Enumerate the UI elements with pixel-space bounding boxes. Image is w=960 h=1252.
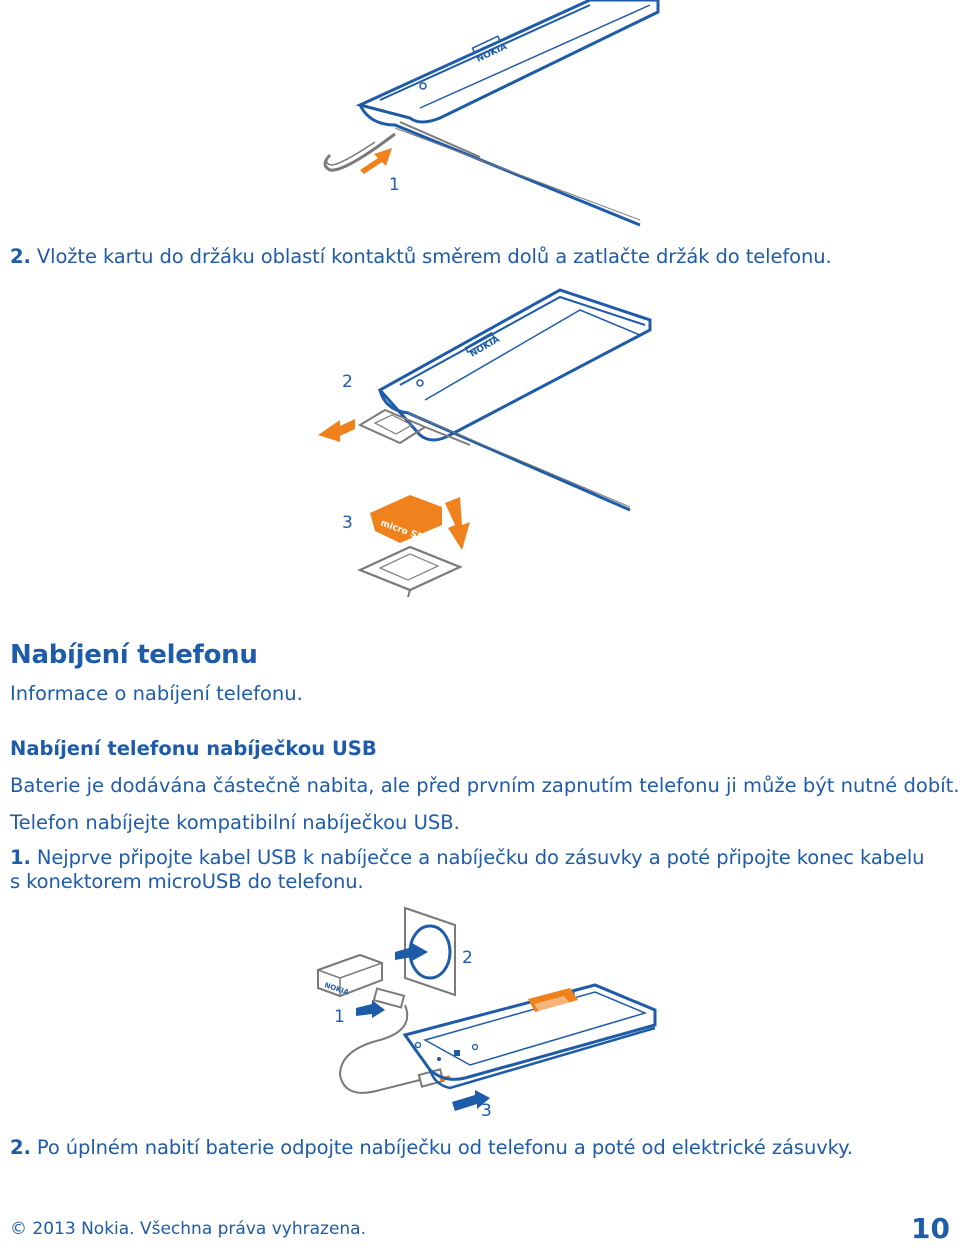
front-camera [417,380,423,386]
phone-edge-line [408,413,630,507]
phone-screen-inner [425,310,640,400]
front-camera [420,83,426,89]
paragraph-charger: Telefon nabíjejte kompatibilní nabíječkou USB. [10,811,460,834]
callout-2: 2 [462,948,473,968]
nokia-logo: NOKIA [468,334,502,360]
phone-outline-top [360,0,658,122]
sim-tray-tip [408,590,410,597]
microsd-card [370,495,442,543]
phone-screen-inner [420,5,650,108]
battery-icon [528,988,578,1012]
step-text: Vložte kartu do držáku oblastí kontaktů směrem dolů a zatlačte držák do telefonu. [36,245,832,268]
sim-slot [400,122,480,157]
step-text: Po úplném nabití baterie odpojte nabíječku od telefonu a poté od elektrické zásuvky. [36,1136,853,1159]
step-2-charge [10,1136,853,1160]
step-2-sim [10,245,832,269]
callout-3: 3 [481,1101,492,1121]
arrow-icon [360,148,392,174]
callout-1: 1 [389,175,400,195]
figure-sim-tray [300,285,660,605]
phone-outline-side [380,390,630,510]
subsection-title: Nabíjení telefonu nabíječkou USB [10,737,377,760]
paragraph-battery: Baterie je dodávána částečně nabita, ale před prvním zapnutím telefonu ji může být nutné dobít. [10,774,960,797]
charger-logo: NOKIA [323,981,350,997]
phone-edge-line [395,128,640,220]
section-intro: Informace o nabíjení telefonu. [10,682,303,705]
callout-3: 3 [342,513,353,533]
arrow-left-icon [318,419,355,442]
callout-2: 2 [342,372,353,392]
step-number: 2. [10,245,31,268]
section-title: Nabíjení telefonu [10,640,258,670]
usb-plug [374,989,404,1008]
back-icon [437,1057,441,1061]
step-number: 1. [10,846,31,869]
card-label: micro SD [378,518,426,544]
callout-1: 1 [334,1007,345,1027]
footer-copyright: © 2013 Nokia. Všechna práva vyhrazena. [10,1219,367,1239]
windows-icon [454,1050,460,1056]
page-number: 10 [911,1212,950,1245]
figure-charging [300,900,670,1130]
usb-cable [340,1005,420,1093]
arrow-down-icon [445,497,470,550]
nokia-logo: NOKIA [475,41,509,65]
step-text: Nejprve připojte kabel USB k nabíječce a nabíječku do zásuvky a poté připojte konec kabelu s konektorem microUSB do telefonu. [10,846,925,893]
front-camera [416,1043,421,1048]
step-number: 2. [10,1136,31,1159]
figure-sim-insert [300,0,660,230]
step-1-charge [10,846,930,894]
search-icon [473,1045,478,1050]
